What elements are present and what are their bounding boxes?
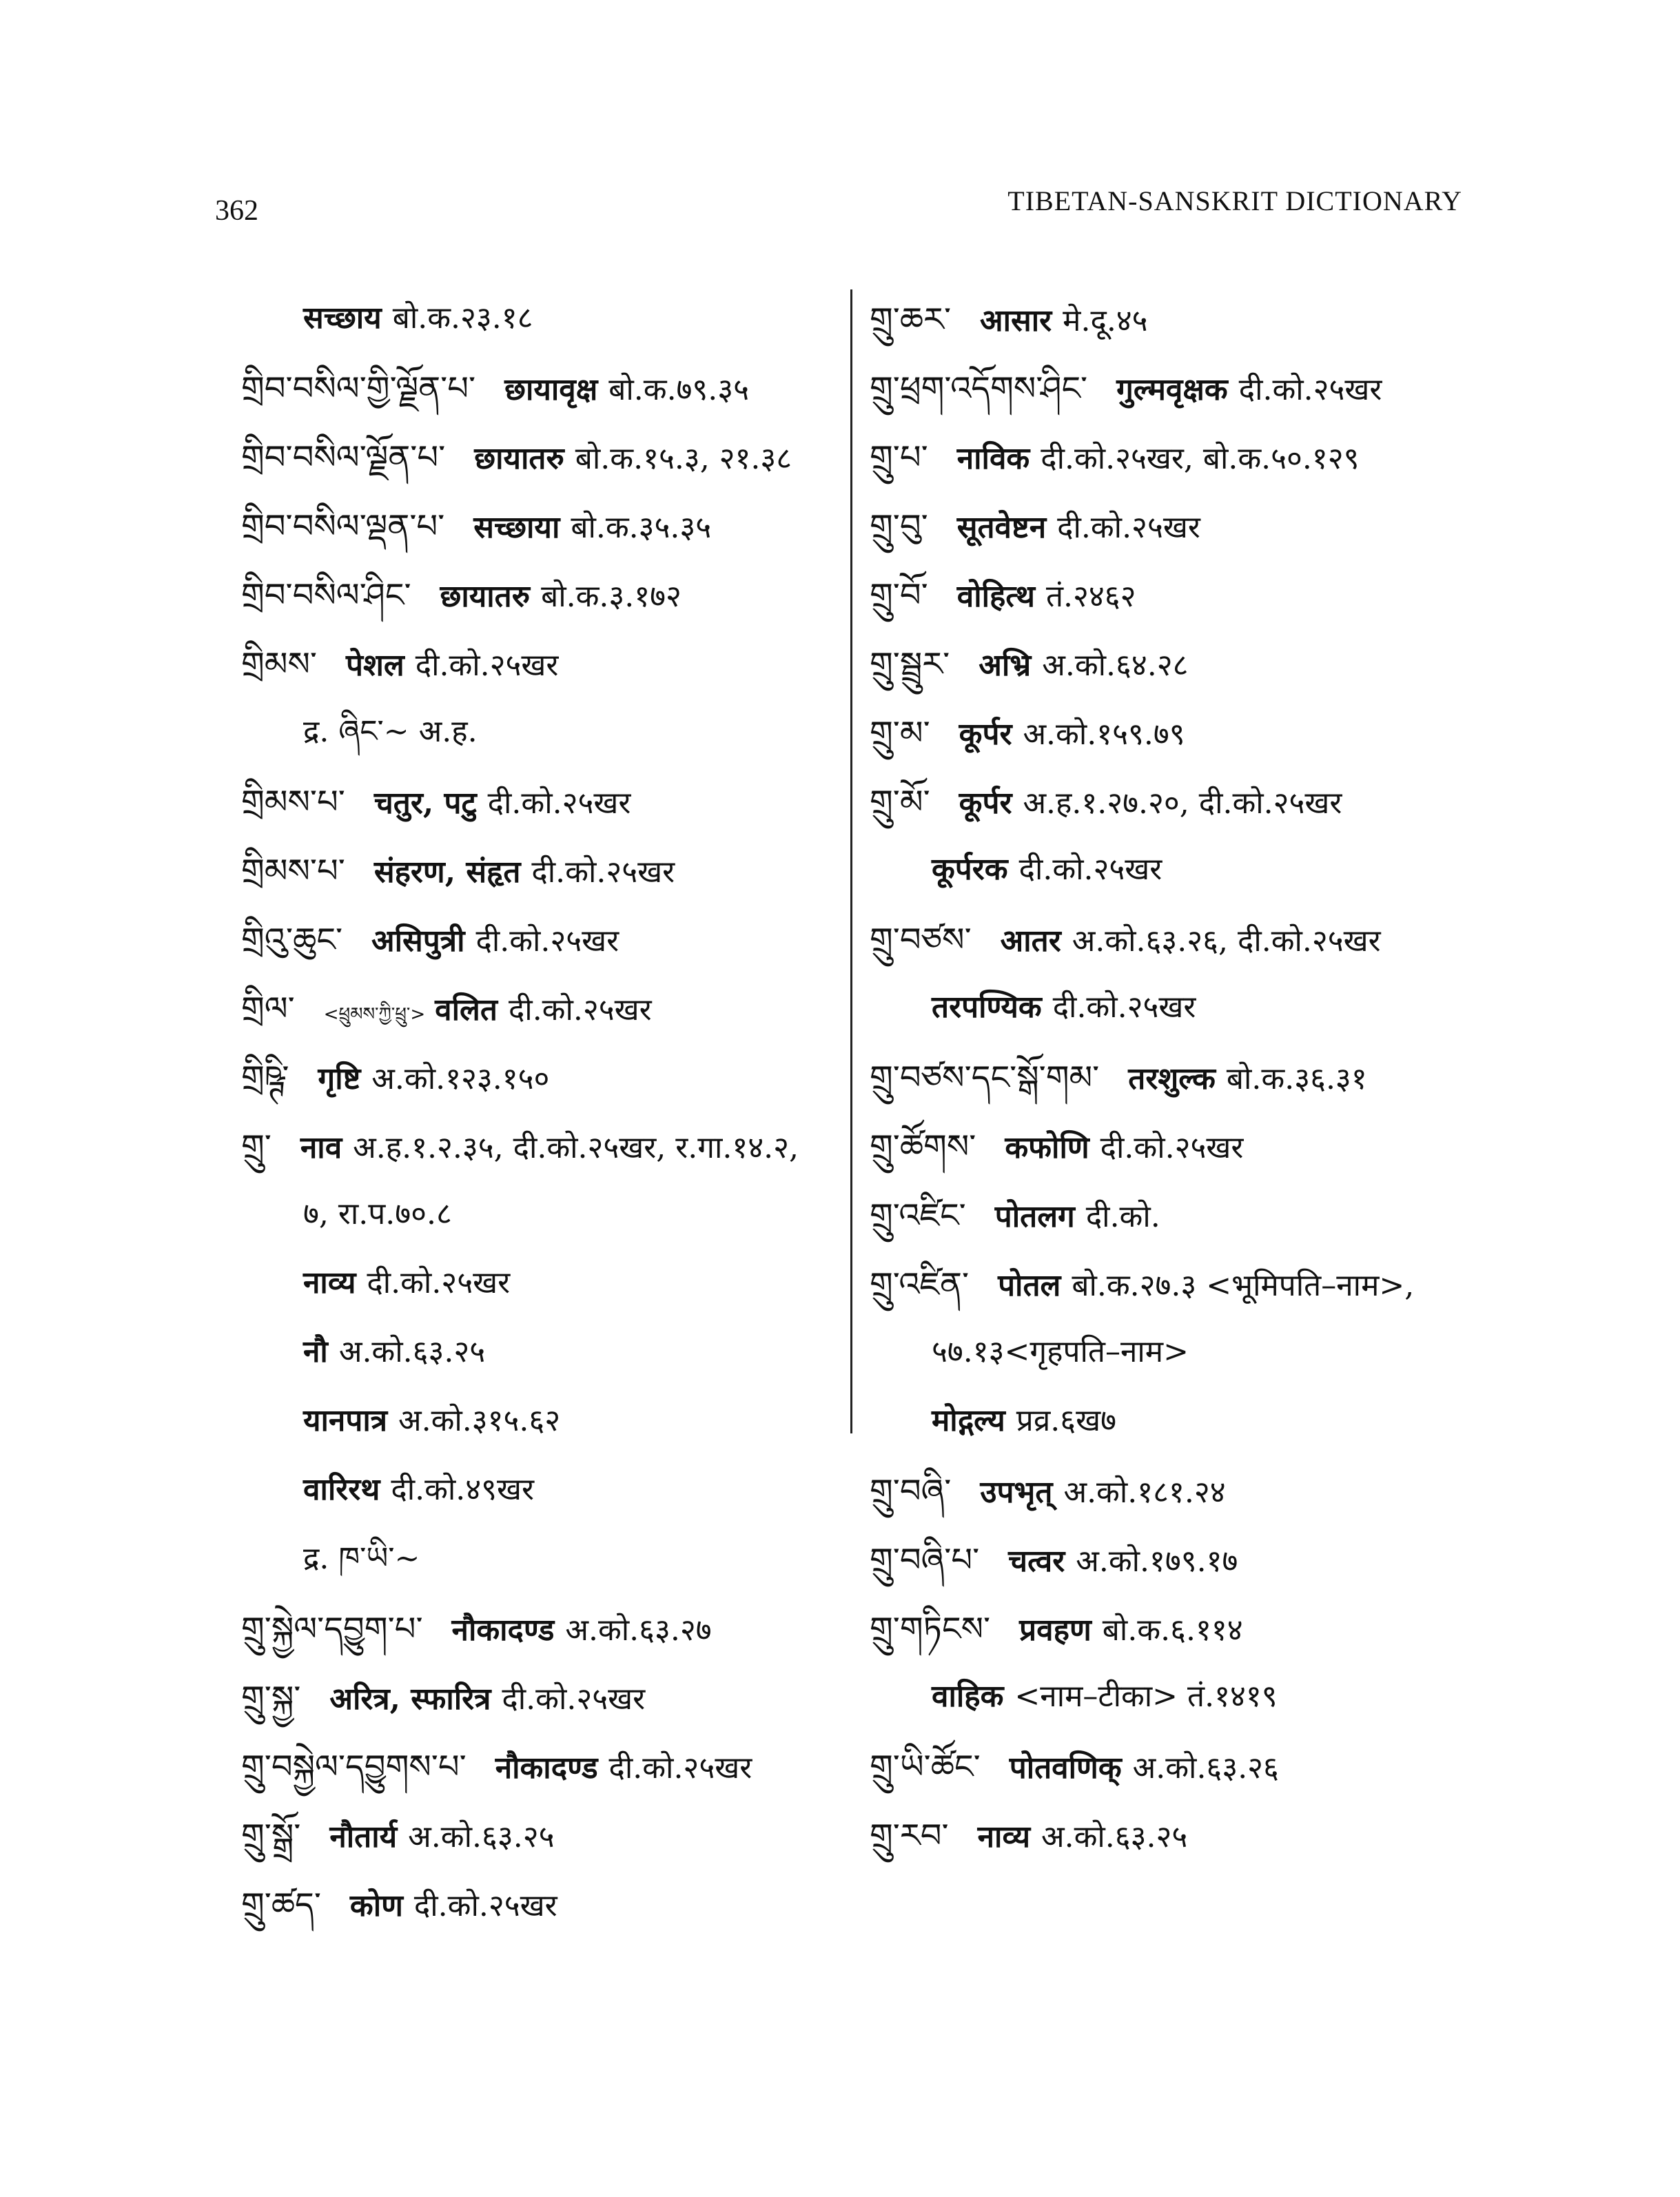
sanskrit-equivalent: वाहिक [932, 1679, 1004, 1714]
source-reference: अ.को.६३.२५ [338, 1334, 486, 1369]
sanskrit-equivalent: पेशल [345, 648, 404, 683]
sanskrit-equivalent: कूर्परक [932, 852, 1008, 887]
sanskrit-equivalent: वलित [435, 992, 498, 1028]
sanskrit-equivalent: छायातरु [440, 579, 531, 614]
sanskrit-equivalent: आतर [1000, 923, 1061, 959]
sanskrit-equivalent: नाव [300, 1130, 342, 1165]
sanskrit-equivalent: नाव्य [977, 1819, 1031, 1854]
page-number: 362 [215, 195, 258, 227]
source-reference: प्रव्र.६ख७ [1016, 1403, 1117, 1438]
tibetan-headword: གྲིམས་པ་ [241, 852, 345, 890]
source-reference: दी.को.२५खर [608, 1750, 752, 1786]
source-reference: मे.दू.४५ [1063, 303, 1148, 338]
tibetan-headword: གྲུ་ཆར་ [870, 300, 952, 339]
sanskrit-equivalent: नौ [303, 1334, 328, 1369]
sanskrit-equivalent: तरशुल्क [1128, 1061, 1216, 1096]
tibetan-headword: གྲུ་སྒྲོ་ [241, 1817, 301, 1855]
source-reference: बो.क.२७.३ <भूमिपति–नाम>, [1072, 1268, 1415, 1303]
tibetan-headword: གྲིབ་བསིལ་གྱི་ལྗོན་པ་ [241, 369, 476, 408]
sanskrit-equivalent: पोतलग [994, 1199, 1075, 1234]
source-reference: दी.को.२५खर [531, 855, 675, 890]
source-reference: दी.को.२५खर [1057, 510, 1200, 545]
entry-continuation [241, 1334, 841, 1406]
tibetan-headword: གྲིའུ་ཆུང་ [241, 921, 343, 959]
entry-continuation [241, 1403, 841, 1475]
dictionary-entry [241, 645, 841, 717]
source-reference: <नाम–टीका> तं.१४१९ [1014, 1679, 1278, 1714]
sanskrit-equivalent: पोतल [998, 1268, 1061, 1303]
source-reference: दी.को.४९खर [391, 1472, 535, 1507]
source-reference: दी.को.२५खर [1052, 990, 1196, 1025]
source-reference: अ.को.६३.२७ [565, 1613, 712, 1648]
source-reference: बो.क.१५.३, २१.३८ [575, 441, 792, 476]
dictionary-entry [870, 507, 1476, 579]
source-reference: बो.क.६.११४ [1102, 1613, 1243, 1648]
source-reference: ५७.१३<गृहपति–नाम> [932, 1334, 1189, 1369]
dictionary-entry [870, 1610, 1476, 1682]
source-reference: दी.को.२५खर [508, 992, 652, 1028]
sanskrit-equivalent: पोतवणिक् [1009, 1750, 1122, 1786]
dictionary-entry [241, 923, 841, 992]
dictionary-entry [870, 1127, 1476, 1199]
dictionary-entry [241, 783, 841, 855]
dictionary-entry [870, 369, 1476, 441]
entry-continuation [241, 1541, 841, 1613]
dictionary-entry [870, 714, 1476, 786]
entry-continuation [241, 1472, 841, 1544]
source-reference: अ.को.३१५.६२ [398, 1403, 561, 1438]
dictionary-entry [241, 438, 841, 510]
sanskrit-equivalent: छायातरु [474, 441, 564, 476]
dictionary-entry [870, 783, 1476, 855]
tibetan-headword: གྲིམས་ [241, 645, 317, 684]
sanskrit-equivalent: प्रवहण [1019, 1613, 1092, 1648]
dictionary-entry [870, 1472, 1476, 1544]
tibetan-headword: གྲུ་ཕྲག་འདོགས་ཤིང་ [870, 369, 1088, 408]
source-reference: दी.को.२५खर [487, 786, 631, 821]
sanskrit-equivalent: यानपात्र [303, 1403, 388, 1438]
sanskrit-equivalent: कूर्पर [959, 786, 1012, 821]
dictionary-entry [870, 300, 1476, 372]
tibetan-headword: གྲིལ་ [241, 990, 295, 1028]
sanskrit-equivalent: अभ्रि [979, 648, 1032, 683]
entry-continuation [241, 1196, 841, 1268]
source-reference: अ.को.१८१.२४ [1063, 1475, 1226, 1510]
dictionary-entry [241, 507, 841, 579]
source-reference: बो.क.३५.३५ [571, 510, 712, 545]
sanskrit-equivalent: तरपण्यिक [932, 990, 1042, 1025]
dictionary-entry [241, 1819, 841, 1888]
column-divider [850, 289, 852, 1433]
source-reference: दी.को.२५खर [415, 648, 559, 683]
sanskrit-equivalent: अरित्र, स्फारित्र [329, 1682, 491, 1717]
dictionary-entry [241, 369, 841, 441]
sanskrit-equivalent: कोण [349, 1888, 403, 1923]
source-reference: दी.को.२५खर [413, 1888, 557, 1923]
dictionary-entry [870, 1196, 1476, 1268]
tibetan-headword: གྲུ་གཏིངས་ [870, 1610, 991, 1648]
source-reference: तं.२४६२ [1045, 579, 1136, 614]
source-reference: अ.ह.१.२७.२०, दी.को.२५खर [1023, 786, 1342, 821]
tibetan-headword: གྲུ་སྦྲུར་ [870, 645, 950, 684]
dictionary-entry [241, 1888, 841, 1957]
tibetan-headword: གྲུ་འཛིང་ [870, 1196, 966, 1235]
source-reference: अ.को.६३.२५ [408, 1819, 555, 1854]
dictionary-entry [241, 1610, 841, 1682]
entry-continuation [241, 300, 841, 372]
sanskrit-equivalent: नाविक [956, 441, 1030, 476]
dictionary-entry [241, 992, 841, 1061]
dictionary-entry [241, 852, 841, 923]
tibetan-headword: གྲུ་ཡི་ཚོང་ [870, 1748, 981, 1786]
entry-continuation [870, 1403, 1476, 1475]
source-reference: अ.को.६३.२५ [1041, 1819, 1188, 1854]
tibetan-headword: གྲུ་བཙས་དང་སྒོ་གམ་ [870, 1059, 1100, 1097]
dictionary-entry [870, 1819, 1476, 1888]
tibetan-headword: གྲུ་ [241, 1127, 272, 1166]
tibetan-headword: གྲུ་བཞི་པ་ [870, 1541, 980, 1580]
entry-continuation [870, 1679, 1476, 1750]
sanskrit-equivalent: वोहित्थ [956, 579, 1035, 614]
right-column [870, 300, 1476, 1888]
dictionary-entry [870, 923, 1476, 992]
source-reference: दी.को.२५खर [1100, 1130, 1244, 1165]
entry-continuation [241, 714, 841, 786]
tibetan-headword: གྲུ་སྐྱ་ [241, 1679, 301, 1717]
entry-continuation [870, 1334, 1476, 1406]
source-reference: बो.क.२३.१८ [392, 300, 533, 336]
tibetan-headword: གྲུ་བཞི་ [870, 1472, 952, 1511]
source-reference: अ.को.६३.२६, दी.को.२५खर [1072, 923, 1381, 959]
source-reference: द्र. ཞིང་~ अ.ह. [303, 714, 478, 749]
tibetan-headword: གྲུ་ཚོགས་ [870, 1127, 976, 1166]
sanskrit-equivalent: नाव्य [303, 1265, 356, 1300]
sanskrit-equivalent: कूर्पर [959, 717, 1012, 752]
source-reference: दी.को.२५खर, बो.क.५०.१२९ [1041, 441, 1360, 476]
sanskrit-equivalent: मोद्गल्य [932, 1403, 1005, 1438]
sanskrit-equivalent: आसार [980, 303, 1052, 338]
tibetan-headword: གྲིཥྚི་ [241, 1059, 289, 1097]
sanskrit-equivalent: गृष्टि [318, 1061, 361, 1096]
tibetan-headword: གྲུ་བསྐྱེལ་དབྱུགས་པ་ [241, 1748, 467, 1786]
source-reference: अ.को.१२३.१५० [371, 1061, 550, 1096]
tibetan-headword: གྲུ་སྐྱེལ་དབྱུག་པ་ [241, 1610, 423, 1648]
source-reference: दी.को.२५खर [1018, 852, 1162, 887]
source-reference: बो.क.३.१७२ [541, 579, 682, 614]
entry-continuation [870, 852, 1476, 923]
dictionary-entry [870, 438, 1476, 510]
tibetan-headword: གྲུ་པ་ [870, 438, 928, 477]
running-head: TIBETAN-SANSKRIT DICTIONARY [1007, 185, 1462, 216]
source-reference: दी.को. [1085, 1199, 1160, 1234]
sanskrit-equivalent: सच्छाय [303, 300, 382, 336]
sanskrit-equivalent: छायावृक्ष [504, 372, 598, 407]
tibetan-headword: གྲུ་མ་ [870, 714, 930, 753]
sanskrit-equivalent: सच्छाया [473, 510, 560, 545]
sanskrit-equivalent: नौकादण्ड [495, 1750, 598, 1786]
dictionary-entry [870, 1541, 1476, 1613]
tibetan-headword: གྲིབ་བསིལ་ལྗོན་པ་ [241, 438, 446, 477]
source-reference: अ.को.१५९.७९ [1023, 717, 1185, 752]
dictionary-entry [241, 1750, 841, 1819]
sanskrit-equivalent: चत्वर [1008, 1544, 1065, 1579]
tibetan-headword: གྲུ་ཚད་ [241, 1886, 321, 1924]
dictionary-entry [241, 576, 841, 648]
source-reference: ७, रा.प.७०.८ [303, 1196, 452, 1232]
sanskrit-equivalent: नौकादण्ड [451, 1613, 555, 1648]
source-reference: दी.को.२५खर [1238, 372, 1382, 407]
sanskrit-equivalent: संहरण, संहृत [373, 855, 521, 890]
tibetan-headword: གྲུ་རབ་ [870, 1817, 949, 1855]
entry-continuation [870, 992, 1476, 1061]
sanskrit-equivalent: असिपुत्री [371, 923, 465, 959]
source-reference: बो.क.७९.३५ [608, 372, 750, 407]
dictionary-entry [241, 1679, 841, 1750]
sanskrit-equivalent: गुल्मवृक्षक [1116, 372, 1228, 407]
dictionary-entry [870, 1265, 1476, 1337]
tibetan-headword: གྲུ་བཙས་ [870, 921, 972, 959]
dictionary-entry [241, 1061, 841, 1130]
source-reference: दी.को.२५खर [502, 1682, 646, 1717]
tibetan-headword: གྲིམས་པ་ [241, 783, 345, 821]
dictionary-entry [870, 1061, 1476, 1130]
source-reference: अ.ह.१.२.३५, दी.को.२५खर, र.गा.१४.२, [353, 1130, 799, 1165]
source-reference: दी.को.२५खर [367, 1265, 511, 1300]
source-reference: अ.को.६४.२८ [1042, 648, 1189, 683]
dictionary-entry [241, 1127, 841, 1199]
sanskrit-equivalent: वारिरथ [303, 1472, 380, 1507]
source-reference: अ.को.१७९.१७ [1076, 1544, 1238, 1579]
tibetan-headword: གྲུ་བོ་ [870, 576, 928, 615]
tibetan-headword: གྲིབ་བསིལ་ལྡན་པ་ [241, 507, 445, 546]
source-reference: बो.क.३६.३१ [1226, 1061, 1367, 1096]
source-reference: दी.को.२५खर [475, 923, 619, 959]
sanskrit-equivalent: नौतार्य [329, 1819, 398, 1854]
sanskrit-equivalent: कफोणि [1005, 1130, 1089, 1165]
source-reference: अ.को.६३.२६ [1132, 1750, 1279, 1786]
tibetan-headword: གྲུ་འཛིན་ [870, 1265, 970, 1304]
entry-continuation [241, 1265, 841, 1337]
left-column [241, 300, 841, 1957]
dictionary-entry [870, 1750, 1476, 1819]
tibetan-headword: གྲིབ་བསིལ་ཤིང་ [241, 576, 411, 615]
dictionary-entry [870, 576, 1476, 648]
tibetan-headword: གྲུ་བུ་ [870, 507, 928, 546]
source-reference: द्र. ཁ་ཡི་~ [303, 1541, 420, 1576]
dictionary-entry [870, 645, 1476, 717]
sanskrit-equivalent: सूतवेष्टन [956, 510, 1047, 545]
sanskrit-equivalent: चतुर, पटु [373, 786, 477, 821]
sanskrit-equivalent: उपभृत् [980, 1475, 1053, 1510]
tibetan-gloss: <ཕྲུམས་ཀྱི་ཕྲུ་> [323, 1004, 426, 1025]
tibetan-headword: གྲུ་མོ་ [870, 783, 930, 821]
